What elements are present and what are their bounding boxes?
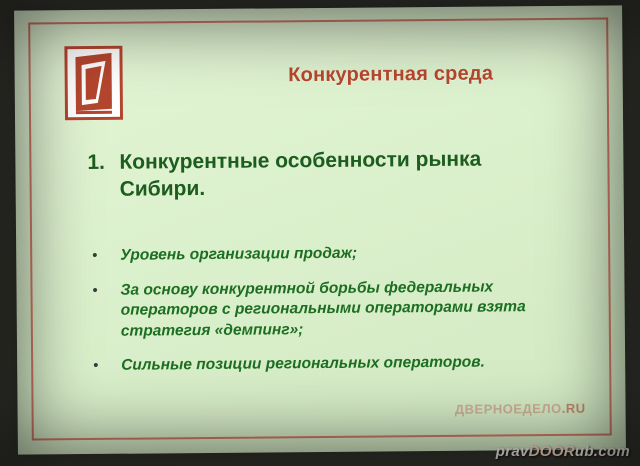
watermark [496,443,630,460]
footer-brand-suffix: .RU [561,400,586,416]
list-item-text: Уровень организации продаж; [120,244,358,264]
watermark-prefix: prav [495,443,529,460]
footer-brand [455,401,586,417]
slide-border-frame [28,17,612,440]
company-logo-icon [64,46,123,121]
slide-title: Конкурентная среда [288,62,494,87]
list-item [89,352,563,377]
numbered-heading-number: 1. [87,150,106,175]
bullet-marker-icon: • [92,246,98,264]
numbered-heading [87,146,567,204]
footer-brand-name: ДВЕРНОЕДЕЛО [454,400,562,417]
bullet-list [88,242,563,391]
presentation-slide [14,5,626,454]
list-item-text: За основу конкурентной борьбы федеральных операторов с региональными операторами взята стратегия «демпинг»; [120,278,526,340]
numbered-heading-text: Конкурентные особенности рынка Сибири. [119,147,482,201]
list-item [88,276,563,342]
bullet-marker-icon: • [93,357,99,375]
watermark-suffix: ub.com [574,443,630,460]
list-item [88,242,562,267]
bullet-marker-icon: • [92,281,98,299]
list-item-text: Сильные позиции региональных операторов. [121,354,485,375]
logo-artwork-icon [67,49,120,117]
watermark-middle: DOOR [528,443,575,460]
